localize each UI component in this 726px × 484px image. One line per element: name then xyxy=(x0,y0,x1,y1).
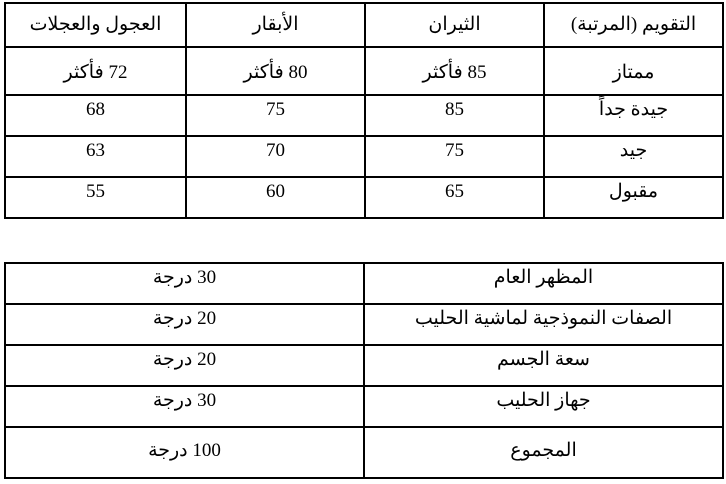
table-cell: 75 xyxy=(365,136,544,177)
table-row xyxy=(5,47,723,95)
criterion-cell: الصفات النموذجية لماشية الحليب xyxy=(364,304,723,345)
table-cell: جيدة جداً xyxy=(544,95,723,136)
score-cell: 20 درجة xyxy=(5,345,364,386)
total-label-cell: المجموع xyxy=(364,427,723,478)
table-row xyxy=(5,304,723,345)
table-row xyxy=(5,386,723,427)
table-cell: 72 فأكثر xyxy=(5,47,186,95)
table-row xyxy=(5,263,723,304)
table-cell: 80 فأكثر xyxy=(186,47,365,95)
header-cows: الأبقار xyxy=(186,3,365,47)
header-calves-heifers: العجول والعجلات xyxy=(5,3,186,47)
table-cell: مقبول xyxy=(544,177,723,218)
total-value-cell: 100 درجة xyxy=(5,427,364,478)
header-rating: التقويم (المرتبة) xyxy=(544,3,723,47)
table-row xyxy=(5,136,723,177)
table-cell: 75 xyxy=(186,95,365,136)
table-cell: 85 فأكثر xyxy=(365,47,544,95)
table-row xyxy=(5,345,723,386)
table-cell: 70 xyxy=(186,136,365,177)
scores-table xyxy=(4,262,724,479)
grading-table-header-row xyxy=(5,3,723,47)
criterion-cell: سعة الجسم xyxy=(364,345,723,386)
table-cell: ممتاز xyxy=(544,47,723,95)
table-cell: 60 xyxy=(186,177,365,218)
table-row xyxy=(5,95,723,136)
score-cell: 30 درجة xyxy=(5,263,364,304)
table-row xyxy=(5,177,723,218)
criterion-cell: جهاز الحليب xyxy=(364,386,723,427)
grading-table xyxy=(4,2,724,219)
header-bulls: الثيران xyxy=(365,3,544,47)
table-cell: 68 xyxy=(5,95,186,136)
table-cell: 63 xyxy=(5,136,186,177)
score-cell: 30 درجة xyxy=(5,386,364,427)
criterion-cell: المظهر العام xyxy=(364,263,723,304)
score-cell: 20 درجة xyxy=(5,304,364,345)
table-cell: جيد xyxy=(544,136,723,177)
table-cell: 65 xyxy=(365,177,544,218)
total-row xyxy=(5,427,723,478)
table-cell: 55 xyxy=(5,177,186,218)
table-cell: 85 xyxy=(365,95,544,136)
